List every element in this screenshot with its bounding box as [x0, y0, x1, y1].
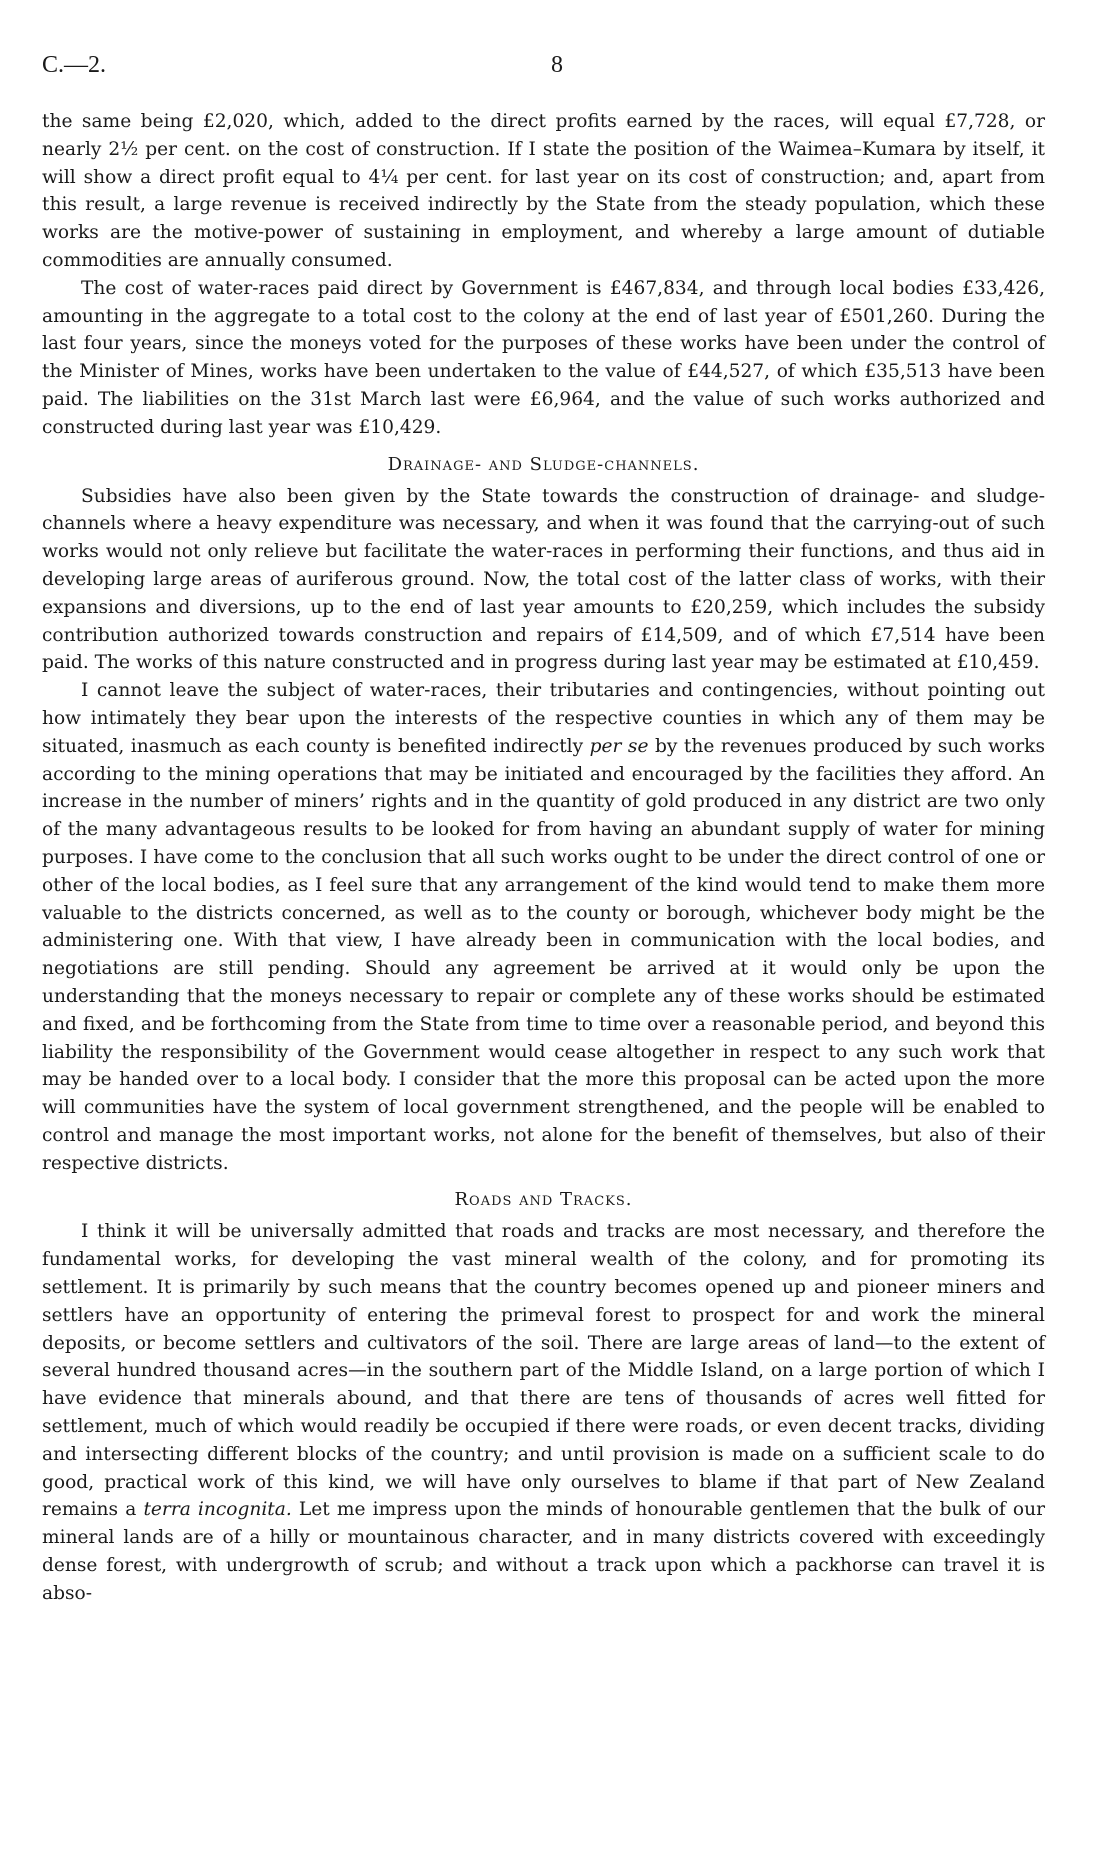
- paragraph-water-race-costs: The cost of water-races paid direct by Government is £467,834, and through local bodies £33,426, amounting in the aggregate to a total cost to the colony at the end of last year of £501,260. During the last four years, since the moneys voted for the purposes of these works have been under the control of the Minister of Mines, works have been undertaken to the value of £44,527, of which £35,513 have been paid. The liabilities on the 31st March last were £6,964, and the value of such works authorized and constructed during last year was £10,429.: [42, 277, 1045, 438]
- paragraph-subsidies: Subsidies have also been given by the State towards the construction of drainage- and sludge-channels where a heavy expenditure was necessary, and when it was found that the carrying-out of such works would not only relieve but facilitate the water-races in performing their functions, and thus aid in developing large areas of auriferous ground. Now, the total cost of the latter class of works, with their expansions and diversions, up to the end of last year amounts to £20,259, which includes the subsidy contribution authorized towards construction and repairs of £14,509, and of which £7,514 have been paid. The works of this nature constructed and in progress during last year may be estimated at £10,459.: [42, 485, 1045, 674]
- section-heading-drainage: Drainage- and Sludge-channels.: [387, 453, 700, 475]
- paragraph-continuation: the same being £2,020, which, added to the direct profits earned by the races, will equal £7,728, or nearly 2½ per cent. on the cost of construction. If I state the position of the Waimea–Kumara by itself, it will show a direct profit equal to 4¼ per cent. for last year on its cost of construction; and, apart from this result, a large revenue is received indirectly by the State from the steady population, which these works are the motive-power of sustaining in employment, and whereby a large amount of dutiable commodities are annually consumed.: [42, 111, 1045, 271]
- section-heading-roads: Roads and Tracks.: [454, 1189, 633, 1211]
- page-number: 8: [551, 52, 563, 78]
- italic-phrase: per se: [589, 735, 649, 757]
- text-run: Let me impress upon the minds of honourable gentlemen that the bulk of our mineral lands are of a hilly or mountainous character, and in many districts covered with exceedingly dense forest, with undergrowth of scrub; and without a track upon which a packhorse can travel it is abso-: [42, 1499, 1045, 1604]
- paragraph-local-control: [42, 677, 1045, 1177]
- paragraph-roads: [42, 1218, 1045, 1607]
- text-run: I cannot leave the subject of water-races, their tributaries and contingencies, without pointing out how intimately they bear upon the interests of the respective counties in which any of them may be situated, inasmuch as each county is benefited indirectly: [42, 680, 1045, 757]
- page-header: [42, 52, 1072, 82]
- page-reference: C.—2.: [42, 52, 107, 78]
- text-run: by the revenues produced by such works according to the mining operations that may be initiated and encouraged by the facilities they afford. An increase in the number of miners’ rights and in the quantity of gold produced in any district are two only of the many advantageous results to be looked for from having an abundant supply of water for mining purposes. I have come to the conclusion that all such works ought to be under the direct control of one or other of the local bodies, as I feel sure that any arrangement of the kind would tend to make them more valuable to the districts concerned, as well as to the county or borough, whichever body might be the administering one. With that view, I have already been in communication with the local bodies, and negotiations are still pending. Should any agreement be arrived at it would only be upon the understanding that the moneys necessary to repair or complete any of these works should be estimated and fixed, and be forthcoming from the State from time to time over a reasonable period, and beyond this liability the responsibility of the Government would cease altogether in respect to any such work that may be handed over to a local body. I consider that the more this proposal can be acted upon the more will communities have the system of local government strengthened, and the people will be enabled to control and manage the most important works, not alone for the benefit of themselves, but also of their respective districts.: [42, 735, 1045, 1174]
- italic-phrase: terra incognita.: [143, 1499, 292, 1521]
- text-run: I think it will be universally admitted that roads and tracks are most necessary, and therefore the fundamental works, for developing the vast mineral wealth of the colony, and for promoting its settlement. It is primarily by such means that the country becomes opened up and pioneer miners and settlers have an opportunity of entering the primeval forest to prospect for and work the mineral deposits, or become settlers and cultivators of the soil. There are large areas of land—to the extent of several hundred thousand acres—in the southern part of the Middle Island, on a large portion of which I have evidence that minerals abound, and that there are tens of thousands of acres well fitted for settlement, much of which would readily be occupied if there were roads, or even decent tracks, dividing and intersecting different blocks of the country; and until provision is made on a sufficient scale to do good, practical work of this kind, we will have only ourselves to blame if that part of New Zealand remains a: [42, 1221, 1045, 1521]
- page-body: [42, 108, 1045, 1608]
